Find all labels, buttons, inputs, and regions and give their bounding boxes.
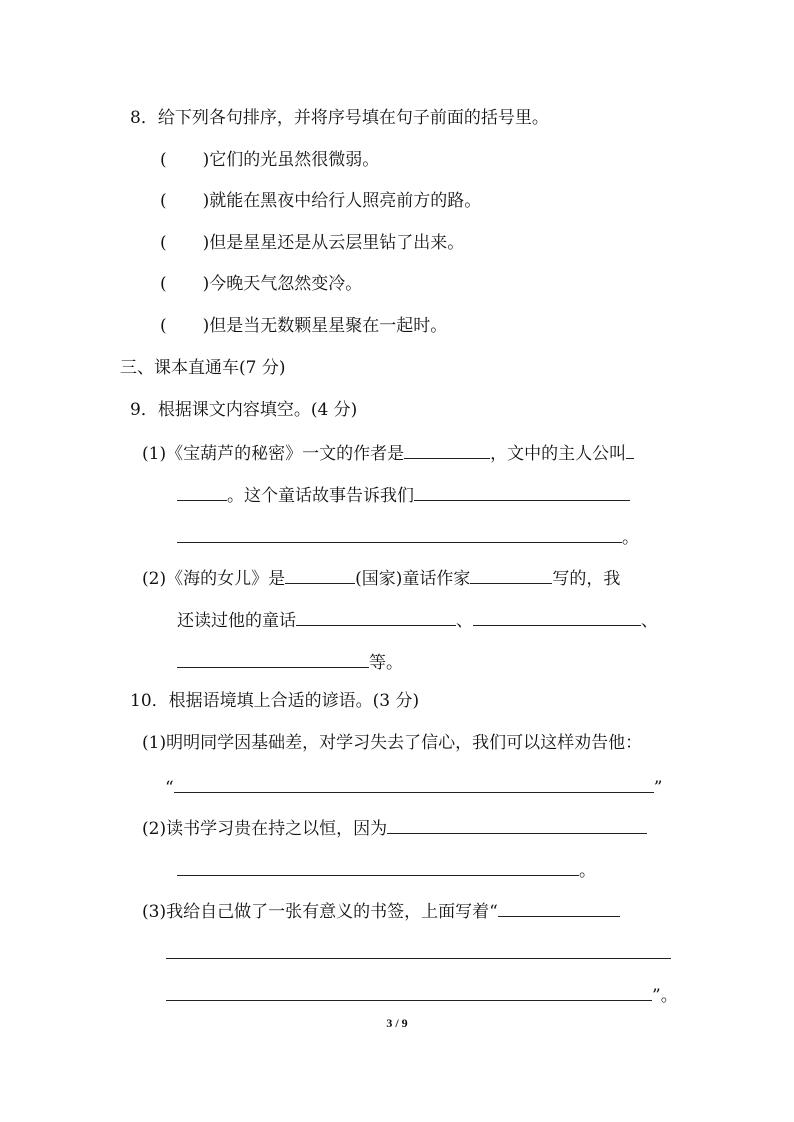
q10-part3-line3 [166, 983, 678, 1006]
sentence-text: 就能在黑夜中给行人照亮前方的路。 [209, 191, 482, 211]
q9-part1-line1 [142, 441, 634, 464]
q9-p2-text-b: (国家)童话作家 [355, 569, 471, 589]
proverb-blank-1[interactable] [174, 775, 654, 793]
q9-part2-line1 [142, 566, 620, 589]
page-number: 3 / 9 [386, 1016, 408, 1030]
q10-part1-line2 [165, 775, 662, 798]
section-heading: 三、课本直通车(7 分) [120, 358, 286, 378]
close-quote-period: ”。 [652, 986, 678, 1006]
sentence-text: 它们的光虽然很微弱。 [209, 150, 380, 170]
q9-p2-text: (2)《海的女儿》是 [142, 569, 286, 589]
q9-part1-line3 [177, 525, 639, 548]
paren-close: ) [202, 233, 210, 253]
q9-p1-text-b: ，文中的主人公叫 [490, 444, 627, 464]
paren-close: ) [202, 274, 210, 294]
q10-title: 10．根据语境填上合适的谚语。(3 分) [130, 691, 420, 711]
q10-p3-text: (3)我给自己做了一张有意义的书签，上面写着“ [142, 902, 498, 922]
q10-part2-line2 [177, 858, 596, 881]
q9-p1-text: (1)《宝葫芦的秘密》一文的作者是 [142, 444, 405, 464]
bookmark-blank[interactable] [498, 899, 620, 917]
open-quote: “ [165, 778, 174, 798]
proverb-blank-2[interactable] [387, 816, 647, 834]
q9-title: 9．根据课文内容填空。(4 分) [130, 400, 358, 420]
lesson-blank[interactable] [414, 483, 630, 501]
bookmark-blank-end[interactable] [166, 983, 652, 1001]
proverb-blank-2-continued[interactable] [177, 858, 579, 876]
lesson-blank-continued[interactable] [177, 525, 622, 543]
paren-open: ( [160, 233, 167, 253]
q9-p1-text-c: 。这个童话故事告诉我们 [227, 486, 414, 506]
sentence-text: 但是当无数颗星星聚在一起时。 [209, 316, 448, 336]
period: 。 [622, 528, 639, 548]
q10-part2-line1 [142, 816, 647, 839]
bookmark-blank-continued[interactable] [166, 941, 671, 959]
paren-open: ( [160, 274, 167, 294]
close-quote: ” [653, 778, 663, 798]
protagonist-blank[interactable] [177, 483, 227, 501]
q10-part1-line1: (1)明明同学因基础差，对学习失去了信心，我们可以这样劝告他： [142, 733, 643, 753]
q9-part2-line2 [177, 608, 658, 631]
q8-title: 8．给下列各句排序，并将序号填在句子前面的括号里。 [130, 108, 549, 128]
fairy-tale-blank-2[interactable] [473, 608, 641, 626]
sentence-text: 今晚天气忽然变冷。 [209, 274, 363, 294]
q8-item-4 [160, 274, 362, 294]
q9-p2-text-d: 还读过他的童话 [177, 611, 296, 631]
period: 。 [579, 861, 596, 881]
author-blank[interactable] [404, 441, 490, 459]
q8-item-5 [160, 316, 447, 336]
paren-open: ( [160, 150, 167, 170]
q8-item-2 [160, 191, 481, 211]
q9-part2-line3 [177, 650, 403, 673]
writer-blank[interactable] [470, 566, 552, 584]
paren-close: ) [202, 191, 210, 211]
q8-item-1 [160, 150, 379, 170]
etc-text: 等。 [369, 653, 403, 673]
q10-p2-text: (2)读书学习贵在持之以恒，因为 [142, 819, 388, 839]
country-blank[interactable] [285, 566, 355, 584]
q9-part1-line2 [177, 483, 630, 506]
q10-part3-line2 [166, 941, 671, 964]
separator: 、 [641, 611, 658, 631]
paren-close: ) [202, 150, 210, 170]
paren-close: ) [202, 316, 210, 336]
q8-item-3 [160, 233, 464, 253]
paren-open: ( [160, 191, 167, 211]
protagonist-blank-start[interactable] [626, 441, 634, 459]
sentence-text: 但是星星还是从云层里钻了出来。 [209, 233, 465, 253]
q10-part3-line1 [142, 899, 620, 922]
fairy-tale-blank-3[interactable] [177, 650, 369, 668]
paren-open: ( [160, 316, 167, 336]
separator: 、 [456, 611, 473, 631]
fairy-tale-blank-1[interactable] [296, 608, 456, 626]
q9-p2-text-c: 写的，我 [552, 569, 621, 589]
